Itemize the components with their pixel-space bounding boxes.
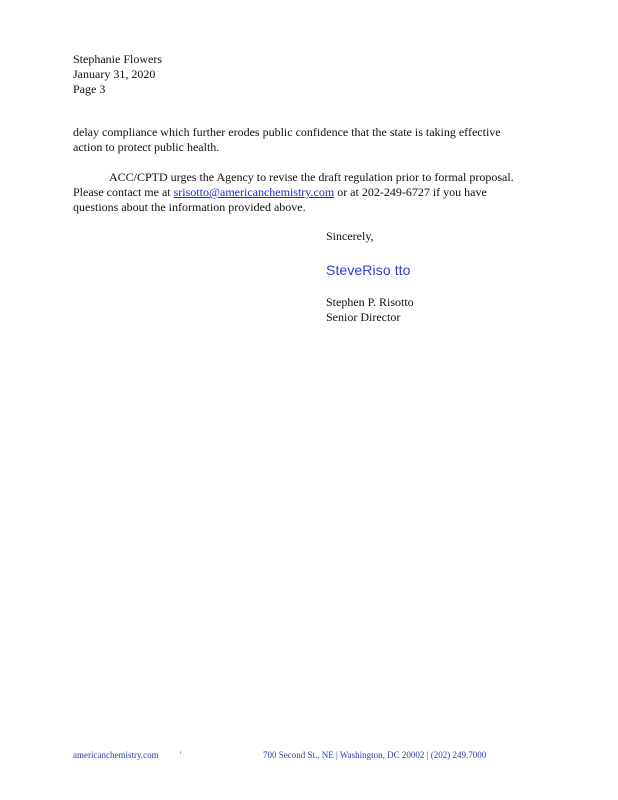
signer-name: Stephen P. Risotto [326, 295, 414, 309]
contact-prefix: Please contact me at [73, 185, 174, 199]
paragraph-2-line-2 [73, 185, 518, 200]
email-link[interactable]: srisotto@americanchemistry.com [173, 185, 335, 199]
paragraph-1-line-1: delay compliance which further erodes public confidence that the state is taking effective [73, 125, 501, 139]
body-paragraph-1 [73, 125, 518, 155]
footer-mark: ' [180, 750, 182, 760]
signature: SteveRiso tto [326, 262, 411, 278]
footer-website[interactable]: americanchemistry.com [73, 750, 159, 760]
recipient-name: Stephanie Flowers [73, 52, 162, 66]
signer-title: Senior Director [326, 310, 401, 324]
body-paragraph-2 [73, 170, 518, 215]
footer-address: 700 Second St., NE | Washington, DC 20002 | (202) 249.7000 [263, 750, 487, 760]
closing-salutation: Sincerely, [326, 229, 374, 243]
letter-header [73, 52, 162, 97]
signer-block [326, 295, 414, 325]
paragraph-2-line-3: questions about the information provided above. [73, 200, 306, 214]
letter-date: January 31, 2020 [73, 67, 156, 81]
paragraph-2-line-1-text: ACC/CPTD urges the Agency to revise the draft regulation prior to formal proposal. [109, 170, 514, 184]
paragraph-1-line-2: action to protect public health. [73, 140, 220, 154]
contact-suffix: or at 202-249-6727 if you have [334, 185, 487, 199]
paragraph-2-line-1 [73, 170, 518, 185]
page-number: Page 3 [73, 82, 106, 96]
